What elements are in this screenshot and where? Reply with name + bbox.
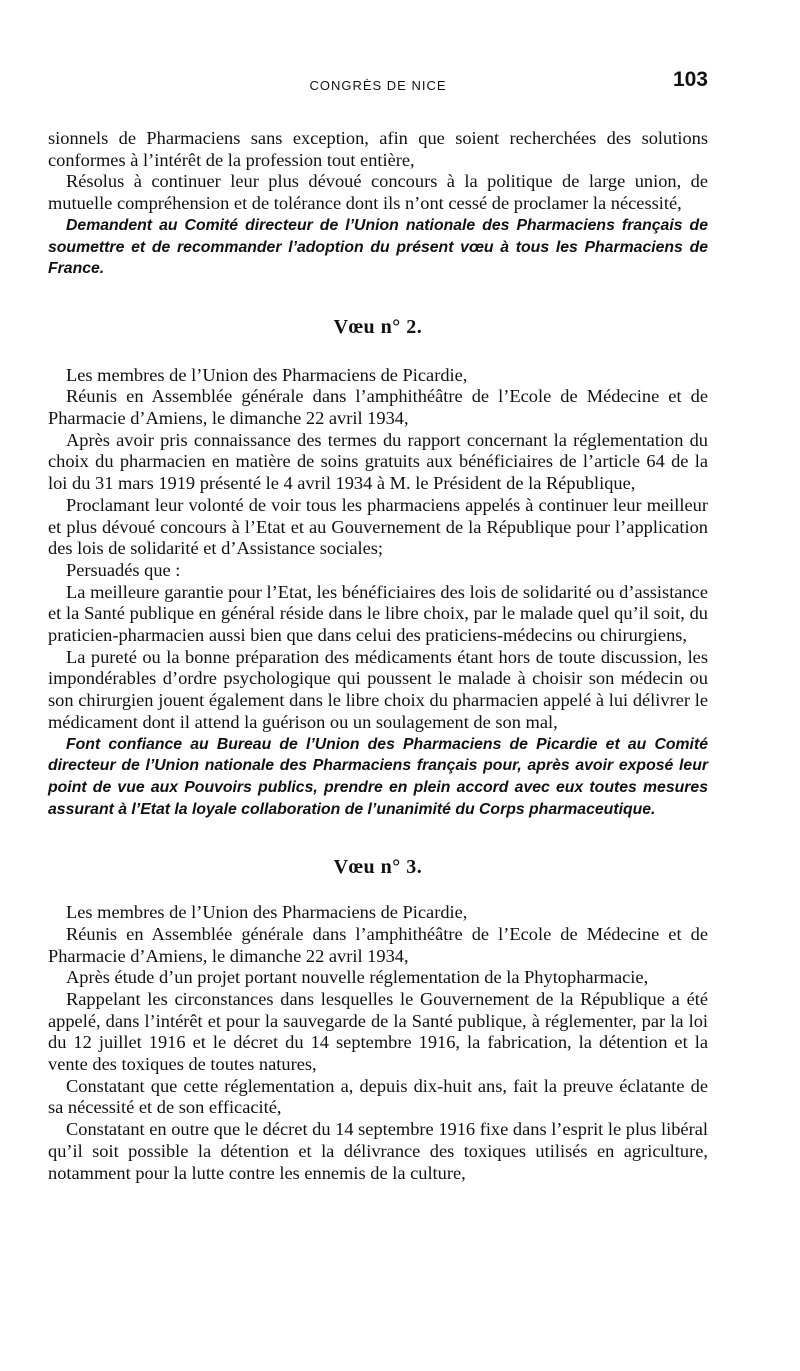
paragraph: Les membres de l’Union des Pharmaciens de Picardie,	[66, 364, 468, 385]
paragraph: Réunis en Assemblée générale dans l’amphithéâtre de l’Ecole de Médecine et de Pharmacie d’Amiens, le dimanche 22 avril 1934,	[48, 386, 708, 429]
page-body	[48, 128, 708, 1184]
paragraph: Persuadés que :	[66, 559, 181, 580]
page-number: 103	[672, 68, 708, 91]
page-header	[48, 68, 708, 96]
paragraph: Constatant en outre que le décret du 14 septembre 1916 fixe dans l’esprit le plus libéral qu’il soit possible la détention et la délivrance des toxiques utilisés en agriculture, notamment pour la lutte contre les ennemis de la culture,	[48, 1119, 708, 1183]
resolution-paragraph: Demandent au Comité directeur de l’Union nationale des Pharmaciens français de soumettre et de recommander l’adoption du présent vœu à tous les Pharmaciens de France.	[48, 216, 708, 278]
paragraph: Les membres de l’Union des Pharmaciens de Picardie,	[66, 902, 468, 923]
paragraph: Après étude d’un projet portant nouvelle réglementation de la Phytopharmacie,	[66, 967, 649, 988]
resolution-paragraph: Font confiance au Bureau de l’Union des Pharmaciens de Picardie et au Comité directeur de l’Union nationale des Pharmaciens français pour, après avoir exposé leur point de vue aux Pouvoirs publics, prendre en plein accord avec eux toutes mesures assurant à l’Etat la loyale collaboration de l’unanimité du Corps pharmaceutique.	[48, 735, 708, 818]
paragraph: Proclamant leur volonté de voir tous les pharmaciens appelés à continuer leur meilleur et plus dévoué concours à l’Etat et au Gouvernement de la République pour l’application des lois de solidarité et d’Assistance sociales;	[48, 494, 708, 559]
section-heading-voeu-2: Vœu n° 2.	[333, 315, 423, 338]
paragraph: La meilleure garantie pour l’Etat, les bénéficiaires des lois de solidarité ou d’assistance et la Santé publique en général réside dans le libre choix, par le malade quel qu’il soit, du praticien-pharmacien aussi bien que dans celui des praticiens-médecins ou chirurgiens,	[48, 581, 708, 646]
paragraph: sionnels de Pharmaciens sans exception, afin que soient recherchées des solutions conformes à l’intérêt de la profession tout entière,	[48, 128, 708, 170]
paragraph: Réunis en Assemblée générale dans l’amphithéâtre de l’Ecole de Médecine et de Pharmacie d’Amiens, le dimanche 22 avril 1934,	[48, 923, 708, 966]
paragraph: La pureté ou la bonne préparation des médicaments étant hors de toute discussion, les impondérables d’ordre psychologique qui poussent le malade à choisir son médecin ou son chirurgien jouent également dans le libre choix du pharmacien appelé à lui délivrer le médicament dont il attend la guérison ou un soulagement de son mal,	[48, 646, 708, 732]
paragraph: Rappelant les circonstances dans lesquelles le Gouvernement de la République a été appelé, dans l’intérêt et pour la sauvegarde de la Santé publique, à réglementer, par la loi du 12 juillet 1916 et le décret du 14 septembre 1916, la fabrication, la détention et la vente des toxiques de toutes natures,	[48, 988, 708, 1075]
section-heading-voeu-3: Vœu n° 3.	[333, 856, 423, 879]
paragraph: Résolus à continuer leur plus dévoué concours à la politique de large union, de mutuelle compréhension et de tolérance dont ils n’ont cessé de proclamer la nécessité,	[48, 171, 708, 214]
running-title: CONGRÈS DE NICE	[309, 78, 447, 93]
paragraph: Constatant que cette réglementation a, depuis dix-huit ans, fait la preuve éclatante de sa nécessité et de son efficacité,	[48, 1075, 708, 1118]
paragraph: Après avoir pris connaissance des termes du rapport concernant la réglementation du choix du pharmacien en matière de soins gratuits aux bénéficiaires de l’article 64 de la loi du 31 mars 1919 présenté le 4 avril 1934 à M. le Président de la République,	[48, 429, 708, 494]
